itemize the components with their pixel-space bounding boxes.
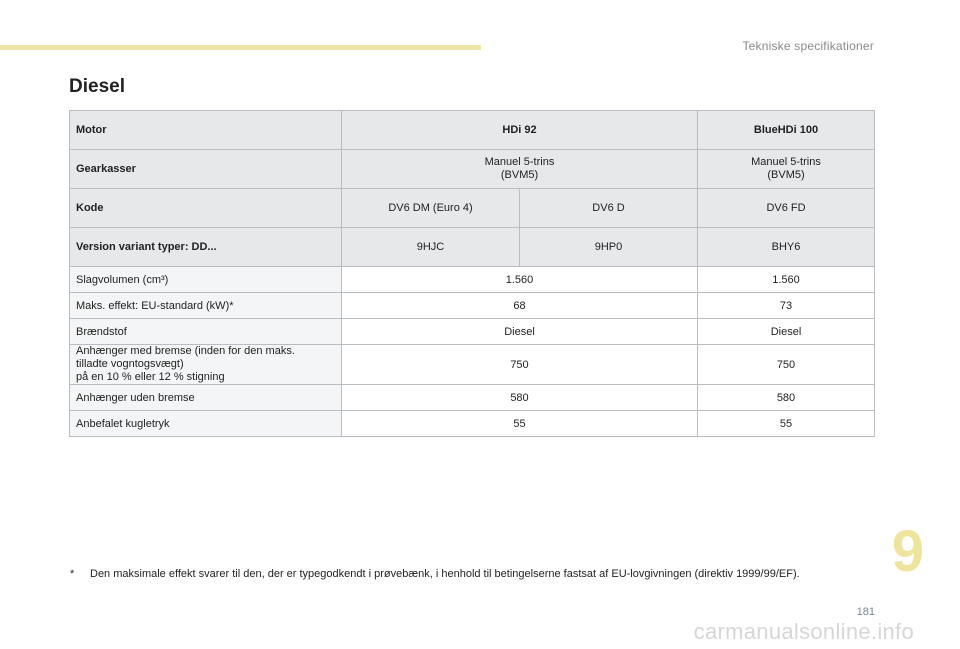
- table-row-gearkasser: [70, 150, 875, 189]
- cell-slagvolumen-bluehdi: 1.560: [698, 267, 875, 293]
- cell-effekt-hdi: 68: [342, 293, 698, 319]
- table-row-kode: [70, 189, 875, 228]
- page-title: Diesel: [69, 76, 125, 97]
- cell-gearkasser-bluehdi: Manuel 5-trins (BVM5): [698, 150, 875, 189]
- row-label-gearkasser: Gearkasser: [70, 150, 342, 189]
- table-row-version: [70, 228, 875, 267]
- row-label-anhaenger-med-bremse: Anhænger med bremse (inden for den maks. tilladte vogntogsvægt) på en 10 % eller 12 % stigning: [70, 345, 342, 385]
- row-label-effekt: Maks. effekt: EU-standard (kW)*: [70, 293, 342, 319]
- cell-braendstof-hdi: Diesel: [342, 319, 698, 345]
- row-label-version: Version variant typer: DD...: [70, 228, 342, 267]
- footnote-text: Den maksimale effekt svarer til den, der er typegodkendt i prøvebænk, i henhold til betingelserne fastsat af EU-lovgivningen (direktiv 1999/99/EF).: [90, 568, 800, 580]
- watermark: carmanualsonline.info: [693, 619, 914, 644]
- cell-anhaenger-med-bluehdi: 750: [698, 345, 875, 385]
- row-label-motor: Motor: [70, 111, 342, 150]
- cell-anhaenger-uden-hdi: 580: [342, 385, 698, 411]
- footnote: [70, 568, 800, 580]
- cell-kode-1: DV6 DM (Euro 4): [342, 189, 520, 228]
- cell-effekt-bluehdi: 73: [698, 293, 875, 319]
- header-accent-bar: [0, 45, 481, 50]
- cell-kode-3: DV6 FD: [698, 189, 875, 228]
- cell-motor-hdi: HDi 92: [342, 111, 698, 150]
- cell-version-3: BHY6: [698, 228, 875, 267]
- row-label-anhaenger-uden-bremse: Anhænger uden bremse: [70, 385, 342, 411]
- table-row-effekt: [70, 293, 875, 319]
- table-row-motor: [70, 111, 875, 150]
- cell-braendstof-bluehdi: Diesel: [698, 319, 875, 345]
- cell-version-1: 9HJC: [342, 228, 520, 267]
- table-row-slagvolumen: [70, 267, 875, 293]
- table-row-anhaenger-med-bremse: [70, 345, 875, 385]
- cell-gearkasser-hdi: Manuel 5-trins (BVM5): [342, 150, 698, 189]
- cell-slagvolumen-hdi: 1.560: [342, 267, 698, 293]
- footnote-marker: *: [70, 568, 75, 580]
- table-row-anhaenger-uden-bremse: [70, 385, 875, 411]
- cell-kugletryk-bluehdi: 55: [698, 411, 875, 437]
- row-label-kode: Kode: [70, 189, 342, 228]
- cell-kugletryk-hdi: 55: [342, 411, 698, 437]
- chapter-number: 9: [891, 519, 924, 584]
- row-label-braendstof: Brændstof: [70, 319, 342, 345]
- cell-anhaenger-uden-bluehdi: 580: [698, 385, 875, 411]
- cell-motor-bluehdi: BlueHDi 100: [698, 111, 875, 150]
- page-number: 181: [856, 606, 875, 618]
- cell-version-2: 9HP0: [520, 228, 698, 267]
- section-header: Tekniske specifikationer: [742, 39, 874, 53]
- row-label-kugletryk: Anbefalet kugletryk: [70, 411, 342, 437]
- row-label-slagvolumen: Slagvolumen (cm³): [70, 267, 342, 293]
- table-row-kugletryk: [70, 411, 875, 437]
- cell-kode-2: DV6 D: [520, 189, 698, 228]
- table-row-braendstof: [70, 319, 875, 345]
- spec-table: [69, 110, 875, 437]
- cell-anhaenger-med-hdi: 750: [342, 345, 698, 385]
